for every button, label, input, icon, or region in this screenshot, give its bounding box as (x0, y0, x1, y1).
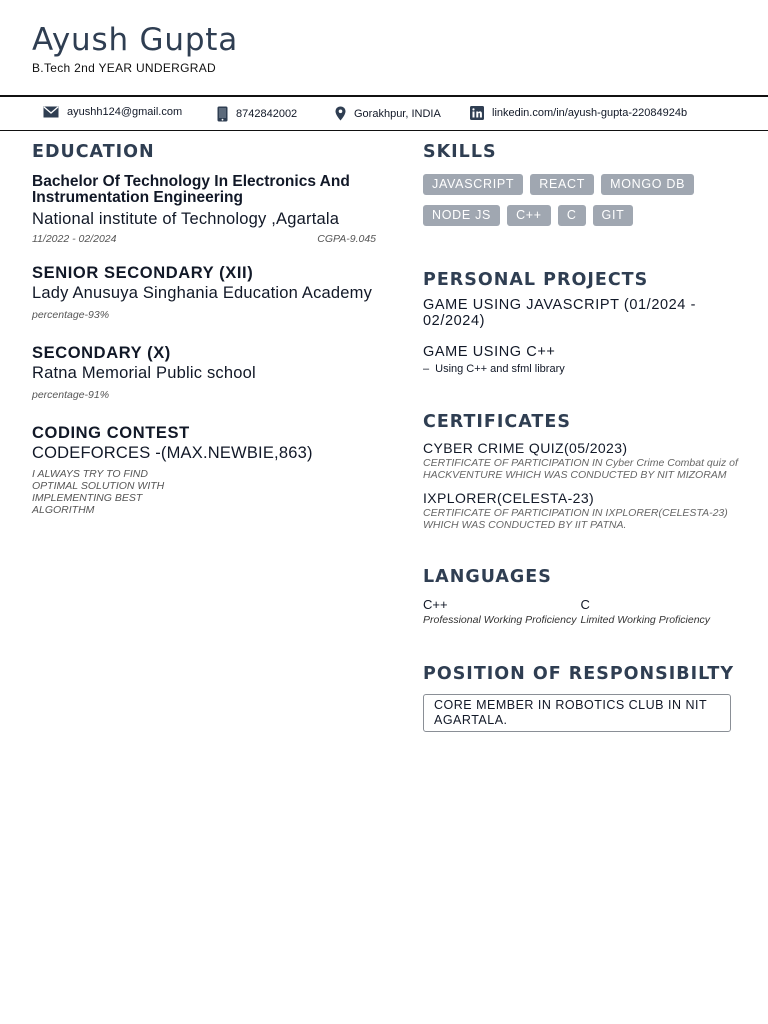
project-title: GAME USING JAVASCRIPT (01/2024 - 02/2024) (423, 297, 697, 329)
coding-contest-title: CODING CONTEST (32, 424, 190, 442)
skill-badge: C++ (507, 205, 551, 226)
project-bullet (423, 363, 738, 375)
skills-section (423, 142, 738, 226)
skill-badge: JAVASCRIPT (423, 174, 523, 195)
dash-bullet: – (423, 363, 430, 375)
education-dates: 11/2022 - 02/2024 (32, 233, 117, 245)
senior-secondary-title: SENIOR SECONDARY (XII) (32, 264, 254, 282)
language-name: C (580, 597, 590, 612)
language-name: C++ (423, 597, 448, 612)
education-heading: EDUCATION (32, 142, 155, 162)
project-title: GAME USING C++ (423, 344, 556, 360)
email-text: ayushh124@gmail.com (67, 106, 183, 118)
language-level: Limited Working Proficiency (580, 614, 711, 626)
projects-section (423, 270, 738, 375)
contact-phone[interactable] (217, 106, 297, 122)
languages-heading: LANGUAGES (423, 567, 552, 587)
certificate-title: CYBER CRIME QUIZ(05/2023) (423, 440, 628, 456)
contact-bar (0, 95, 768, 131)
coding-contest-text: CODEFORCES -(MAX.NEWBIE,863) (32, 444, 313, 462)
phone-text: 8742842002 (236, 108, 298, 120)
certificate-description: CERTIFICATE OF PARTICIPATION IN IXPLORER(CELESTA-23) WHICH WAS CONDUCTED BY IIT PATNA. (423, 507, 728, 531)
skill-badge: NODE JS (423, 205, 500, 226)
language-item (581, 597, 739, 626)
coding-contest-description: I ALWAYS TRY TO FIND OPTIMAL SOLUTION WITH IMPLEMENTING BEST ALGORITHM (32, 468, 165, 516)
email-icon (43, 106, 59, 118)
location-pin-icon (335, 106, 346, 121)
senior-secondary-school: Lady Anusuya Singhania Education Academy (32, 284, 373, 302)
responsibility-heading: POSITION OF RESPONSIBILTY (423, 664, 735, 684)
degree-title: Bachelor Of Technology In Electronics And Instrumentation Engineering (32, 173, 350, 206)
contact-email[interactable] (43, 106, 182, 118)
certificate-description: CERTIFICATE OF PARTICIPATION IN Cyber Crime Combat quiz of HACKVENTURE WHICH WAS CONDUCTED BY NIT MIZORAM (423, 457, 738, 481)
secondary-percentage: percentage-91% (32, 389, 110, 401)
responsibility-section (423, 664, 738, 732)
certificates-heading: CERTIFICATES (423, 412, 571, 432)
language-level: Professional Working Proficiency (423, 614, 577, 626)
skill-badge: GIT (593, 205, 634, 226)
projects-heading: PERSONAL PROJECTS (423, 270, 649, 290)
senior-secondary-section (32, 264, 376, 321)
secondary-title: SECONDARY (X) (32, 344, 171, 362)
phone-icon (217, 106, 228, 122)
project-bullet-text: Using C++ and sfml library (435, 363, 565, 375)
secondary-school: Ratna Memorial Public school (32, 364, 256, 382)
certificate-title: IXPLORER(CELESTA-23) (423, 490, 595, 506)
coding-contest-section (32, 424, 376, 516)
skill-badge: C (558, 205, 586, 226)
person-name: Ayush Gupta (32, 22, 239, 58)
cgpa: CGPA-9.045 (317, 233, 376, 245)
right-column (423, 142, 738, 732)
responsibility-box: CORE MEMBER IN ROBOTICS CLUB IN NIT AGARTALA. (423, 694, 731, 732)
languages-section (423, 567, 738, 626)
location-text: Gorakhpur, INDIA (354, 107, 441, 120)
skill-badge: MONGO DB (601, 174, 694, 195)
skills-heading: SKILLS (423, 142, 497, 162)
senior-secondary-percentage: percentage-93% (32, 309, 110, 321)
education-section (32, 142, 376, 245)
certificates-section (423, 412, 738, 531)
skills-list (423, 174, 723, 226)
contact-linkedin[interactable] (470, 106, 687, 120)
languages-list (423, 597, 738, 626)
language-item (423, 597, 581, 626)
education-meta (32, 233, 376, 245)
institute-name: National institute of Technology ,Agartala (32, 210, 340, 228)
left-column (32, 142, 376, 516)
tagline: B.Tech 2nd YEAR UNDERGRAD (32, 61, 217, 75)
contact-location (335, 106, 441, 121)
skill-badge: REACT (530, 174, 594, 195)
linkedin-text: linkedin.com/in/ayush-gupta-22084924b (492, 107, 688, 119)
linkedin-icon (470, 106, 484, 120)
secondary-section (32, 344, 376, 401)
